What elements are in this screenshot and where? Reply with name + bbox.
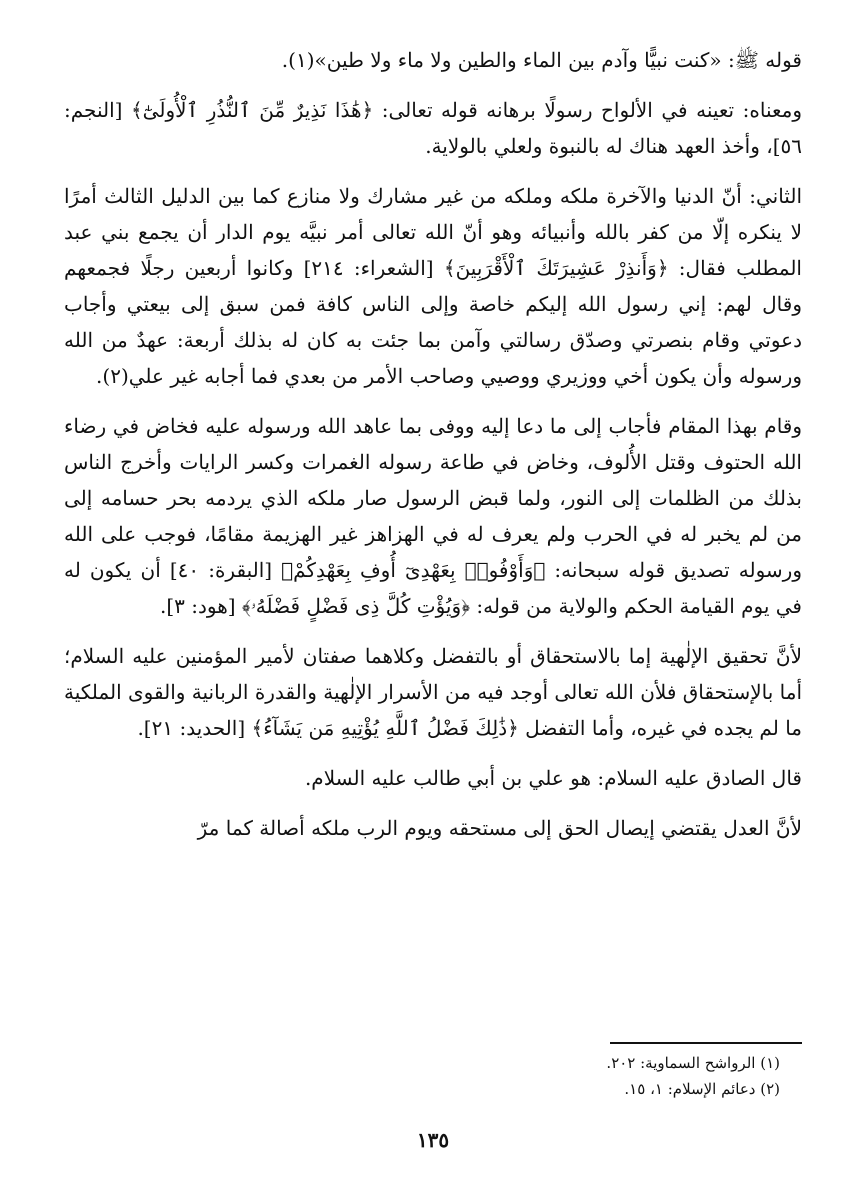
page-number: ١٣٥ [416, 1128, 450, 1152]
footnote-1: (١) الرواشح السماوية: ٢٠٢. [606, 1054, 780, 1072]
paragraph-meaning: ومعناه: تعينه في الألواح رسولًا برهانه قوله تعالى: ﴿هَٰذَا نَذِيرٌ مِّنَ ٱلنُّذُرِ ٱلْأُولَىٰٓ﴾ [النجم: ٥٦]، وأخذ العهد هناك له بالنبوة ولعلي بالولاية. [64, 98, 802, 158]
paragraph-divinity: لأنَّ تحقيق الإلٰهية إما بالاستحقاق أو بالتفضل وكلاهما صفتان لأمير المؤمنين عليه السلام؛ أما بالإستحقاق فلأن الله تعالى أوجد فيه من الأسرار الإلٰهية والقدرة الربانية والقوى الملكية ما لم يجده في غيره، وأما التفضل ﴿ذَٰلِكَ فَضْلُ ٱللَّهِ يُؤْتِيهِ مَن يَشَآءُ﴾ [الحديد: ٢١]. [64, 644, 802, 740]
body-text [64, 42, 802, 846]
footnotes [606, 1050, 780, 1102]
paragraph-justice: لأنَّ العدل يقتضي إيصال الحق إلى مستحقه ويوم الرب ملكه أصالة كما مرّ [197, 816, 802, 840]
paragraph-second: الثاني: أنّ الدنيا والآخرة ملكه وملكه من غير مشارك ولا منازع كما بين الدليل الثالث أمرًا لا ينكره إلّا من كفر بالله وأنبيائه وهو أنّ الله تعالى أمر نبيَّه يوم الدار أن يجمع بني عبد المطلب فقال: ﴿وَأَنذِرْ عَشِيرَتَكَ ٱلْأَقْرَبِينَ﴾ [الشعراء: ٢١٤] وكانوا أربعين رجلًا فجمعهم وقال لهم: إني رسول الله إليكم خاصة وإلى الناس كافة فمن سبق إلى بيعتي وأجاب دعوتي وقام بنصرتي وصدّق رسالتي وآمن بما جئت به كان له بذلك أربعة: عهدٌ من الله ورسوله وأن يكون أخي ووزيري ووصيي وصاحب الأمر من بعدي فما أجابه غير علي(٢). [64, 184, 803, 388]
footnote-divider [610, 1042, 802, 1044]
footnote-2: (٢) دعائم الإسلام: ١، ١٥. [624, 1080, 780, 1098]
paragraph-station: وقام بهذا المقام فأجاب إلى ما دعا إليه ووفى بما عاهد الله ورسوله عليه فخاض في رضاء الله الحتوف وقتل الأُلوف، وخاض في طاعة رسوله الغمرات وكسر الرايات وأخرج الناس بذلك من الظلمات إلى النور، ولما قبض الرسول صار ملكه الذي يردمه بحر حسامه إلى من لم يخبر له في الحرب ولم يعرف له في الهزاهز غير الهزيمة مقامًا، فوجب على الله ورسوله تصديق قوله سبحانه: ﴿وَأَوْفُوا۟ بِعَهْدِىٓ أُوفِ بِعَهْدِكُمْ﴾ [البقرة: ٤٠] أن يكون له في يوم القيامة الحكم والولاية من قوله: ﴿وَيُؤْتِ كُلَّ ذِى فَضْلٍ فَضْلَهُۥ﴾ [هود: ٣]. [64, 414, 802, 618]
paragraph-hadith: قوله ﷺ: «كنت نبيًّا وآدم بين الماء والطين ولا ماء ولا طين»(١). [281, 48, 802, 72]
paragraph-sadiq: قال الصادق عليه السلام: هو علي بن أبي طالب عليه السلام. [304, 766, 802, 790]
